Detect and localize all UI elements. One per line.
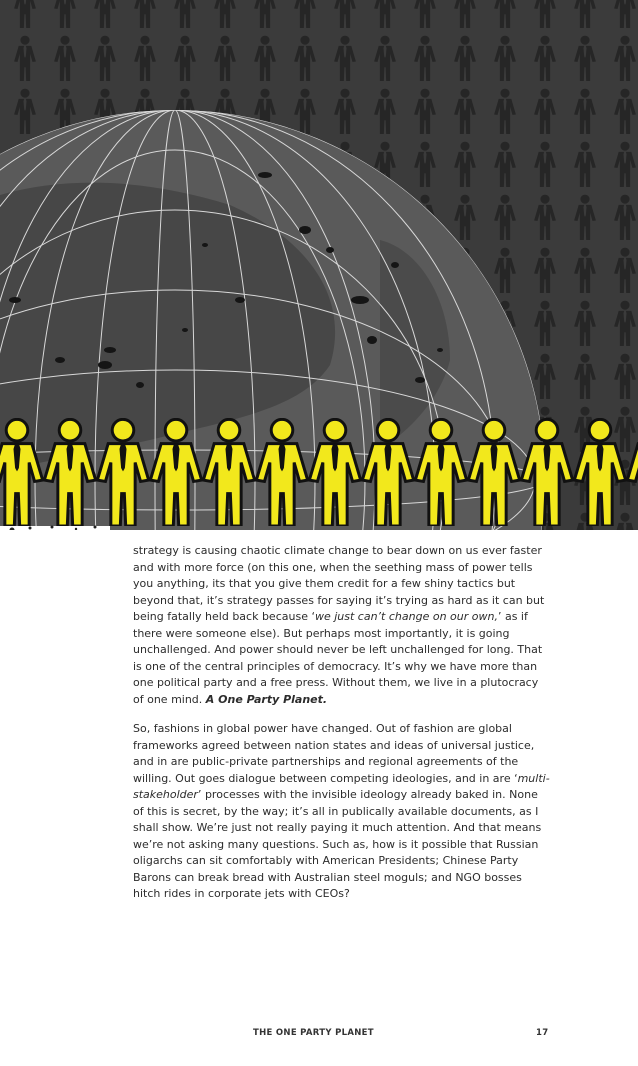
article-body — [133, 543, 551, 916]
illustration-svg — [0, 0, 638, 530]
grunge-splatter — [0, 526, 110, 531]
p1-quote: we just can’t change on our own, — [314, 610, 498, 623]
page-number: 17 — [536, 1028, 549, 1038]
p1-text-c: ’ as if there were someone else). But perhaps most importantly, it is going unchallenged. And power should never be left unchallenged for long. That is one of the central principles of democracy. It’s why we have more than one political party and a free press. Without them, we live in a plutocracy of one mind. — [133, 610, 543, 706]
p1-text-a: strategy is causing chaotic climate change to bear down on us ever faster and with more force (on this one, when the seething mass of power tells you anything, its that you give them credit for a few shiny tactics but beyond that, it’s strategy passes for saying it’s trying as hard as it can but being fatally held back because ‘ — [133, 544, 545, 623]
p2-text-a: So, fashions in global power have changed. Out of fashion are global frameworks agreed between nation states and ideas of universal justice, and in are public-private partnerships and regional agreements of the willing. Out goes dialogue between competing ideologies, and in are ‘ — [133, 722, 535, 785]
cover-illustration — [0, 0, 638, 530]
p1-emphasis: A One Party Planet. — [205, 692, 328, 706]
p2-term: multi-stakeholder — [133, 771, 550, 801]
paragraph-2 — [133, 721, 551, 903]
p2-text-c: ’ processes with the invisible ideology already baked in. None of this is secret, by the way; it’s all in publically available documents, as I shall show. We’re just not really paying it much attention. And that means we’re not asking many questions. Such as, how is it possible that Russian oligarchs can sit comfortably with American Presidents; Chinese Party Barons can break bread with Australian steel moguls; and NGO bosses hitch rides in corporate jets with CEOs? — [133, 788, 542, 900]
footer-title: THE ONE PARTY PLANET — [253, 1028, 374, 1038]
paragraph-1 — [133, 543, 551, 708]
